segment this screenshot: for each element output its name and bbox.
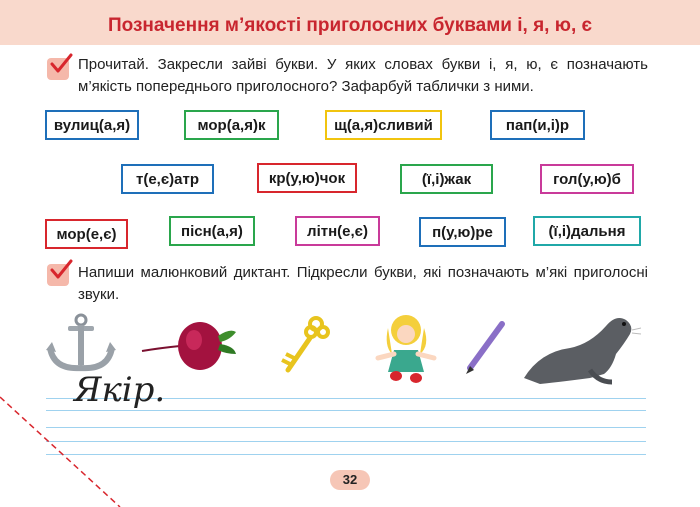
word-card[interactable]: гол(у,ю)б	[540, 164, 634, 194]
word-card[interactable]: пап(и,і)р	[490, 110, 585, 140]
word-card[interactable]: п(у,ю)ре	[419, 217, 506, 247]
task-2-instruction: Напиши малюнковий диктант. Підкресли букви, які позначають м’які приголосні звуки.	[78, 264, 648, 303]
word-card[interactable]: (ї,і)дальня	[533, 216, 641, 246]
task-1-instruction: Прочитай. Закресли зайві букви. У яких словах букви і, я, ю, є позначають м’якість попереднього приголосного? Зафарбуй таблички з ними.	[78, 56, 648, 95]
word-card[interactable]: т(е,є)атр	[121, 164, 214, 194]
page-title: Позначення м’якості приголосних буквами і, я, ю, є	[107, 15, 593, 36]
word-card[interactable]: (ї,і)жак	[400, 164, 493, 194]
word-card[interactable]: пісн(а,я)	[169, 216, 255, 246]
handwriting-sample: Якір.	[74, 370, 166, 410]
word-card[interactable]: кр(у,ю)чок	[257, 163, 357, 193]
word-card[interactable]: мор(е,є)	[45, 219, 128, 249]
word-card[interactable]: літн(е,є)	[295, 216, 380, 246]
word-card[interactable]: вулиц(а,я)	[45, 110, 139, 140]
word-card[interactable]: щ(а,я)сливий	[325, 110, 442, 140]
word-card[interactable]: мор(а,я)к	[184, 110, 279, 140]
page-number: 32	[330, 470, 370, 490]
